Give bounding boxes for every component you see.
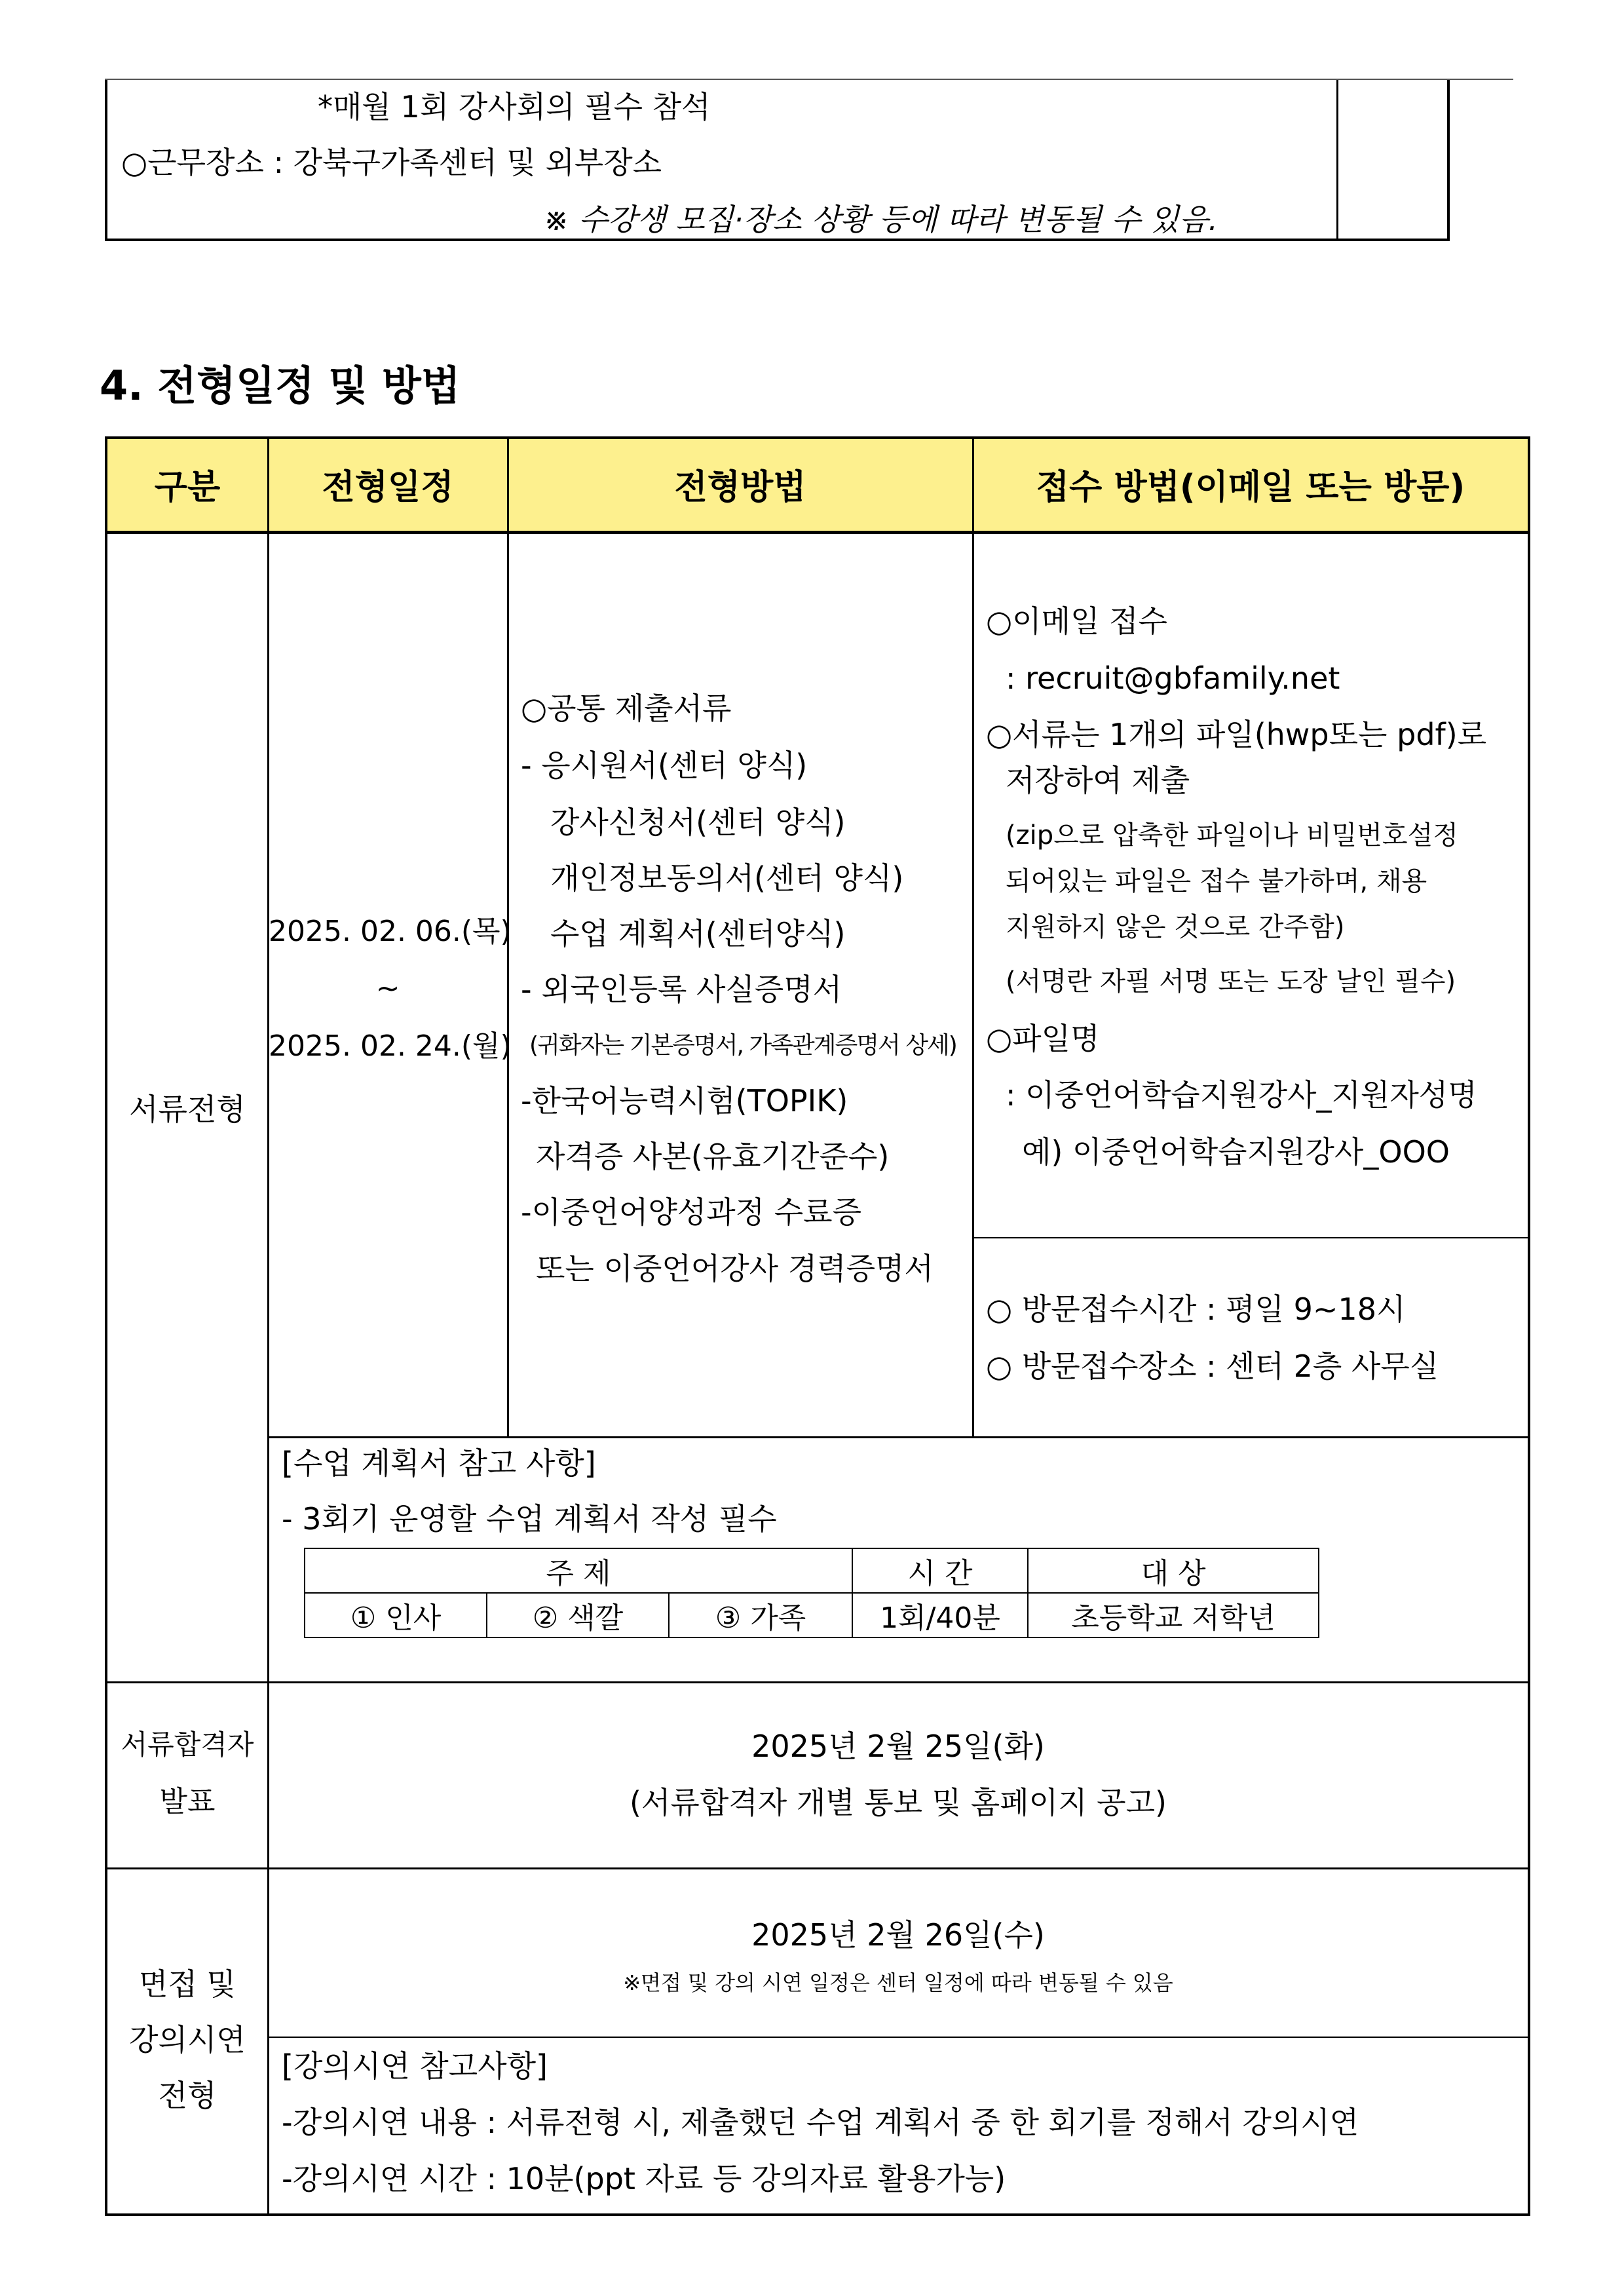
interview-label-3: 전형 [158,2078,217,2113]
mini-topic-cell: ② 색깔 [486,1592,670,1638]
schedule-tilde: ~ [375,972,400,1005]
interview-ref-line: -강의시연 시간 : 10분(ppt 자료 등 강의자료 활용가능) [282,2161,1006,2196]
interview-note: ※면접 및 강의 시연 일정은 센터 일정에 따라 변동될 수 있음 [623,1970,1173,1995]
email-address: : recruit@gbfamily.net [1006,660,1340,696]
email-line: (서명란 자필 서명 또는 도장 날인 필수) [1006,966,1456,997]
mini-header-time: 시 간 [852,1548,1029,1594]
email-line: ○파일명 [986,1021,1100,1056]
email-line: 저장하여 제출 [1006,763,1190,798]
interview-ref-line [269,2037,1528,2038]
method-line: 강사신청서(센터 양식) [550,805,846,840]
interview-top-line [107,1867,1528,1869]
interview-label-2: 강의시연 [129,2022,246,2057]
announce-top-line [107,1681,1528,1683]
schedule-end: 2025. 02. 24.(월) [269,1029,512,1063]
method-line: - 응시원서(센터 양식) [521,748,808,783]
mini-header-target: 대 상 [1027,1548,1319,1594]
announce-label-1: 서류합격자 [121,1729,254,1761]
mini-target-cell: 초등학교 저학년 [1027,1592,1319,1638]
method-line: ○공통 제출서류 [521,691,732,726]
method-line: 개인정보동의서(센터 양식) [550,860,904,896]
interview-label-1: 면접 및 [139,1966,236,2002]
email-line: (zip으로 압축한 파일이나 비밀번호설정 [1006,820,1458,851]
header-bottom-line [107,531,1528,534]
email-line: 지원하지 않은 것으로 간주함) [1006,912,1345,942]
method-line: 자격증 사본(유효기간준수) [536,1139,890,1174]
visit-place: ○ 방문접수장소 : 센터 2층 사무실 [986,1349,1439,1384]
header-category: 구분 [154,468,221,507]
email-line: ○서류는 1개의 파일(hwp또는 pdf)로 [986,717,1487,752]
announce-date: 2025년 2월 25일(화) [751,1729,1045,1764]
mini-topic-cell: ① 인사 [304,1592,487,1638]
interview-ref-line: -강의시연 내용 : 서류전형 시, 제출했던 수업 계획서 중 한 회기를 정해서 강의시연 [282,2105,1359,2140]
email-line: 예) 이중언어학습지원강사_OOO [1022,1134,1450,1170]
email-line: 되어있는 파일은 접수 불가하며, 채용 [1006,866,1427,896]
schedule-start: 2025. 02. 06.(목) [269,915,512,948]
section-title: 4. 전형일정 및 방법 [100,362,461,410]
top-box-divider [1336,80,1338,239]
workplace-line: ○근무장소 : 강북구가족센터 및 외부장소 [121,145,662,180]
header-schedule: 전형일정 [322,468,454,507]
method-line: (귀화자는 기본증명서, 가족관계증명서 상세) [529,1032,956,1059]
plan-note-desc: - 3회기 운영할 수업 계획서 작성 필수 [282,1501,777,1537]
header-method: 전형방법 [674,468,806,507]
email-visit-divider [973,1237,1528,1238]
method-line: -이중언어양성과정 수료증 [521,1195,862,1230]
announce-label-2: 발표 [159,1785,216,1818]
workplace-note: ※ 수강생 모집·장소 상황 등에 따라 변동될 수 있음. [544,202,1218,237]
header-submission: 접수 방법(이메일 또는 방문) [1036,468,1465,507]
mini-time-cell: 1회/40분 [852,1592,1029,1638]
interview-date: 2025년 2월 26일(수) [751,1917,1045,1953]
email-line: : 이중언어학습지원강사_지원자성명 [1006,1077,1477,1113]
method-line: -한국어능력시험(TOPIK) [521,1083,848,1119]
mini-topic-cell: ③ 가족 [668,1592,853,1638]
interview-ref-title: [강의시연 참고사항] [282,2048,548,2084]
visit-time: ○ 방문접수시간 : 평일 9~18시 [986,1292,1406,1327]
meeting-note: *매월 1회 강사회의 필수 참석 [318,89,711,124]
col3-divider [972,439,974,1438]
method-line: - 외국인등록 사실증명서 [521,972,842,1007]
announce-desc: (서류합격자 개별 통보 및 홈페이지 공고) [630,1785,1167,1820]
mini-header-topic: 주 제 [304,1548,853,1594]
doc-screening-label: 서류전형 [129,1092,246,1127]
plan-note-title: [수업 계획서 참고 사항] [282,1445,596,1481]
method-line: 수업 계획서(센터양식) [550,916,846,951]
method-line: 또는 이중언어강사 경력증명서 [536,1251,934,1286]
plan-note-top-line [269,1436,1528,1438]
email-line: ○이메일 접수 [986,603,1167,639]
